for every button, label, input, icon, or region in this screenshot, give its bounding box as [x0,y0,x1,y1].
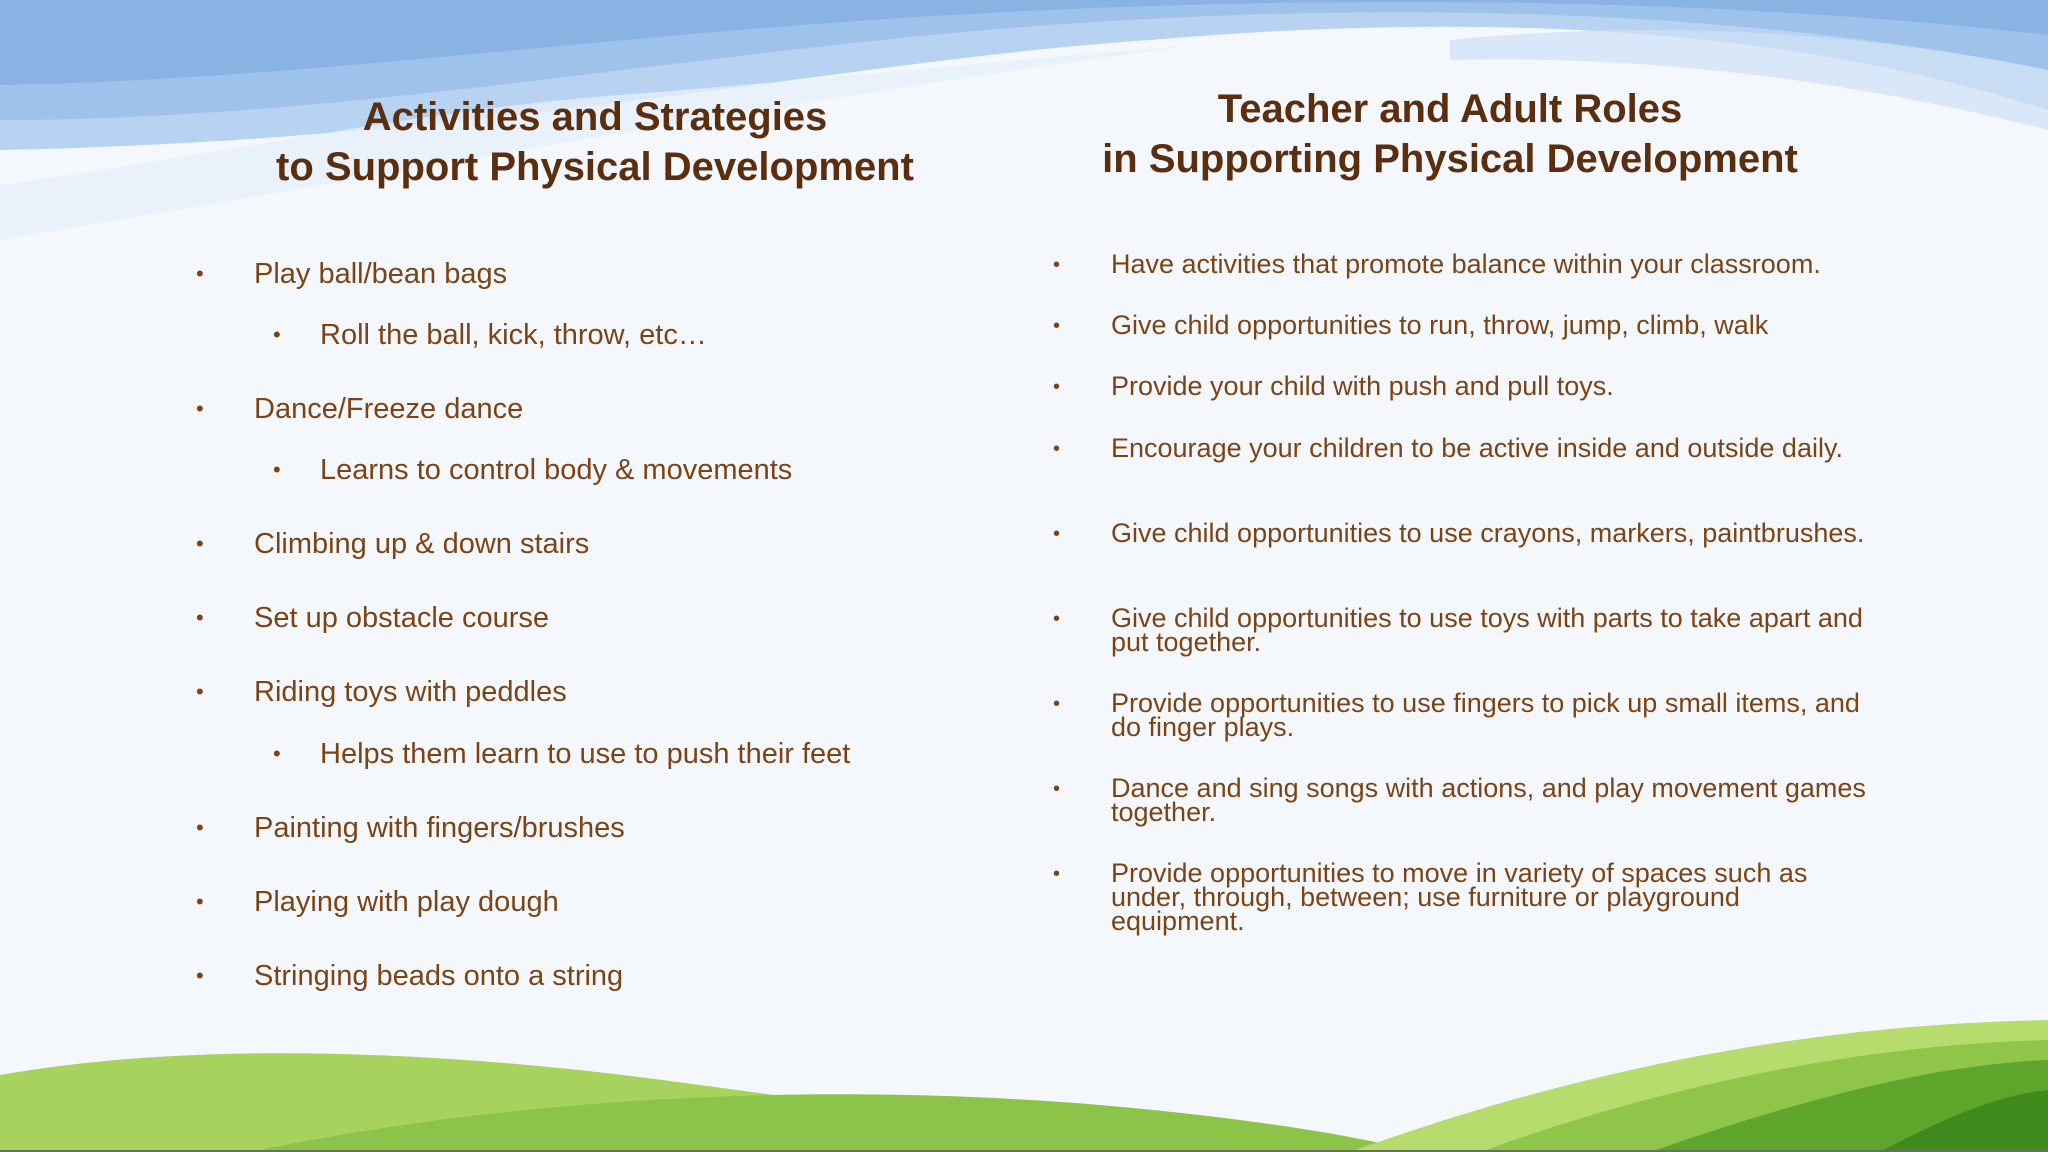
list-item-text: Riding toys with peddles [254,676,567,708]
list-item [196,885,559,919]
list-item-text: Have activities that promote balance within your classroom. [1111,249,1821,279]
right-title-line-1: Teacher and Adult Roles [1217,87,1683,131]
list-item [1053,773,1871,827]
bullet-icon: • [196,963,204,988]
bullet-icon: • [1053,438,1061,460]
list-item-text: Set up obstacle course [254,602,550,634]
bullet-icon: • [196,815,204,840]
list-item-text: Roll the ball, kick, throw, etc… [320,319,707,351]
list-item-text: Climbing up & down stairs [254,528,590,560]
bullet-icon: • [196,261,204,286]
list-item [196,675,567,709]
bullet-icon: • [273,322,281,347]
bullet-icon: • [1053,863,1061,885]
right-column-title [1050,84,1850,184]
bullet-icon: • [1053,523,1061,545]
list-item [196,257,508,291]
list-item [196,392,524,426]
list-item-text: Playing with play dough [254,886,559,918]
list-item-text: Encourage your children to be active inside and outside daily. [1111,433,1843,463]
bullet-icon: • [196,396,204,421]
left-title-line-1: Activities and Strategies [362,95,828,139]
list-item-text: Provide your child with push and pull toys. [1111,371,1614,401]
list-item [1053,603,1871,657]
list-item-text: Dance and sing songs with actions, and play movement games together. [1111,773,1866,827]
left-title-line-2: to Support Physical Development [276,145,914,189]
list-item [196,959,624,993]
list-item [1053,688,1871,742]
bullet-icon: • [196,531,204,556]
bullet-icon: • [1053,608,1061,630]
bullet-icon: • [196,889,204,914]
list-subitem [273,318,707,352]
list-subitem [273,737,851,771]
bullet-icon: • [273,741,281,766]
list-item-text: Give child opportunities to use toys with parts to take apart and put together. [1111,603,1863,657]
list-item-text: Stringing beads onto a string [254,960,624,992]
right-title-line-2: in Supporting Physical Development [1102,137,1798,181]
list-item-text: Provide opportunities to move in variety of spaces such as under, through, between; use furniture or playground equipment. [1111,858,1808,936]
bullet-icon: • [1053,376,1061,398]
list-item [1053,371,1871,401]
list-item-text: Play ball/bean bags [254,258,508,290]
bullet-icon: • [1053,693,1061,715]
bullet-icon: • [196,679,204,704]
list-item-text: Provide opportunities to use fingers to pick up small items, and do finger plays. [1111,688,1860,742]
list-item [1053,518,1871,548]
list-subitem [273,453,793,487]
list-item-text: Give child opportunities to use crayons, markers, paintbrushes. [1111,518,1865,548]
list-item-text: Give child opportunities to run, throw, jump, climb, walk [1111,310,1769,340]
bullet-icon: • [1053,254,1061,276]
bullet-icon: • [1053,778,1061,800]
list-item [1053,433,1871,463]
list-item [1053,249,1871,279]
list-item [1053,858,1871,936]
list-item-text: Painting with fingers/brushes [254,812,625,844]
list-item [196,811,625,845]
list-item [196,527,590,561]
list-item-text: Dance/Freeze dance [254,393,524,425]
list-item [196,601,550,635]
list-item [1053,310,1871,340]
list-item-text: Learns to control body & movements [320,454,793,486]
bullet-icon: • [1053,315,1061,337]
bullet-icon: • [273,457,281,482]
left-column-title [195,92,995,192]
bullet-icon: • [196,605,204,630]
list-item-text: Helps them learn to use to push their feet [320,738,851,770]
